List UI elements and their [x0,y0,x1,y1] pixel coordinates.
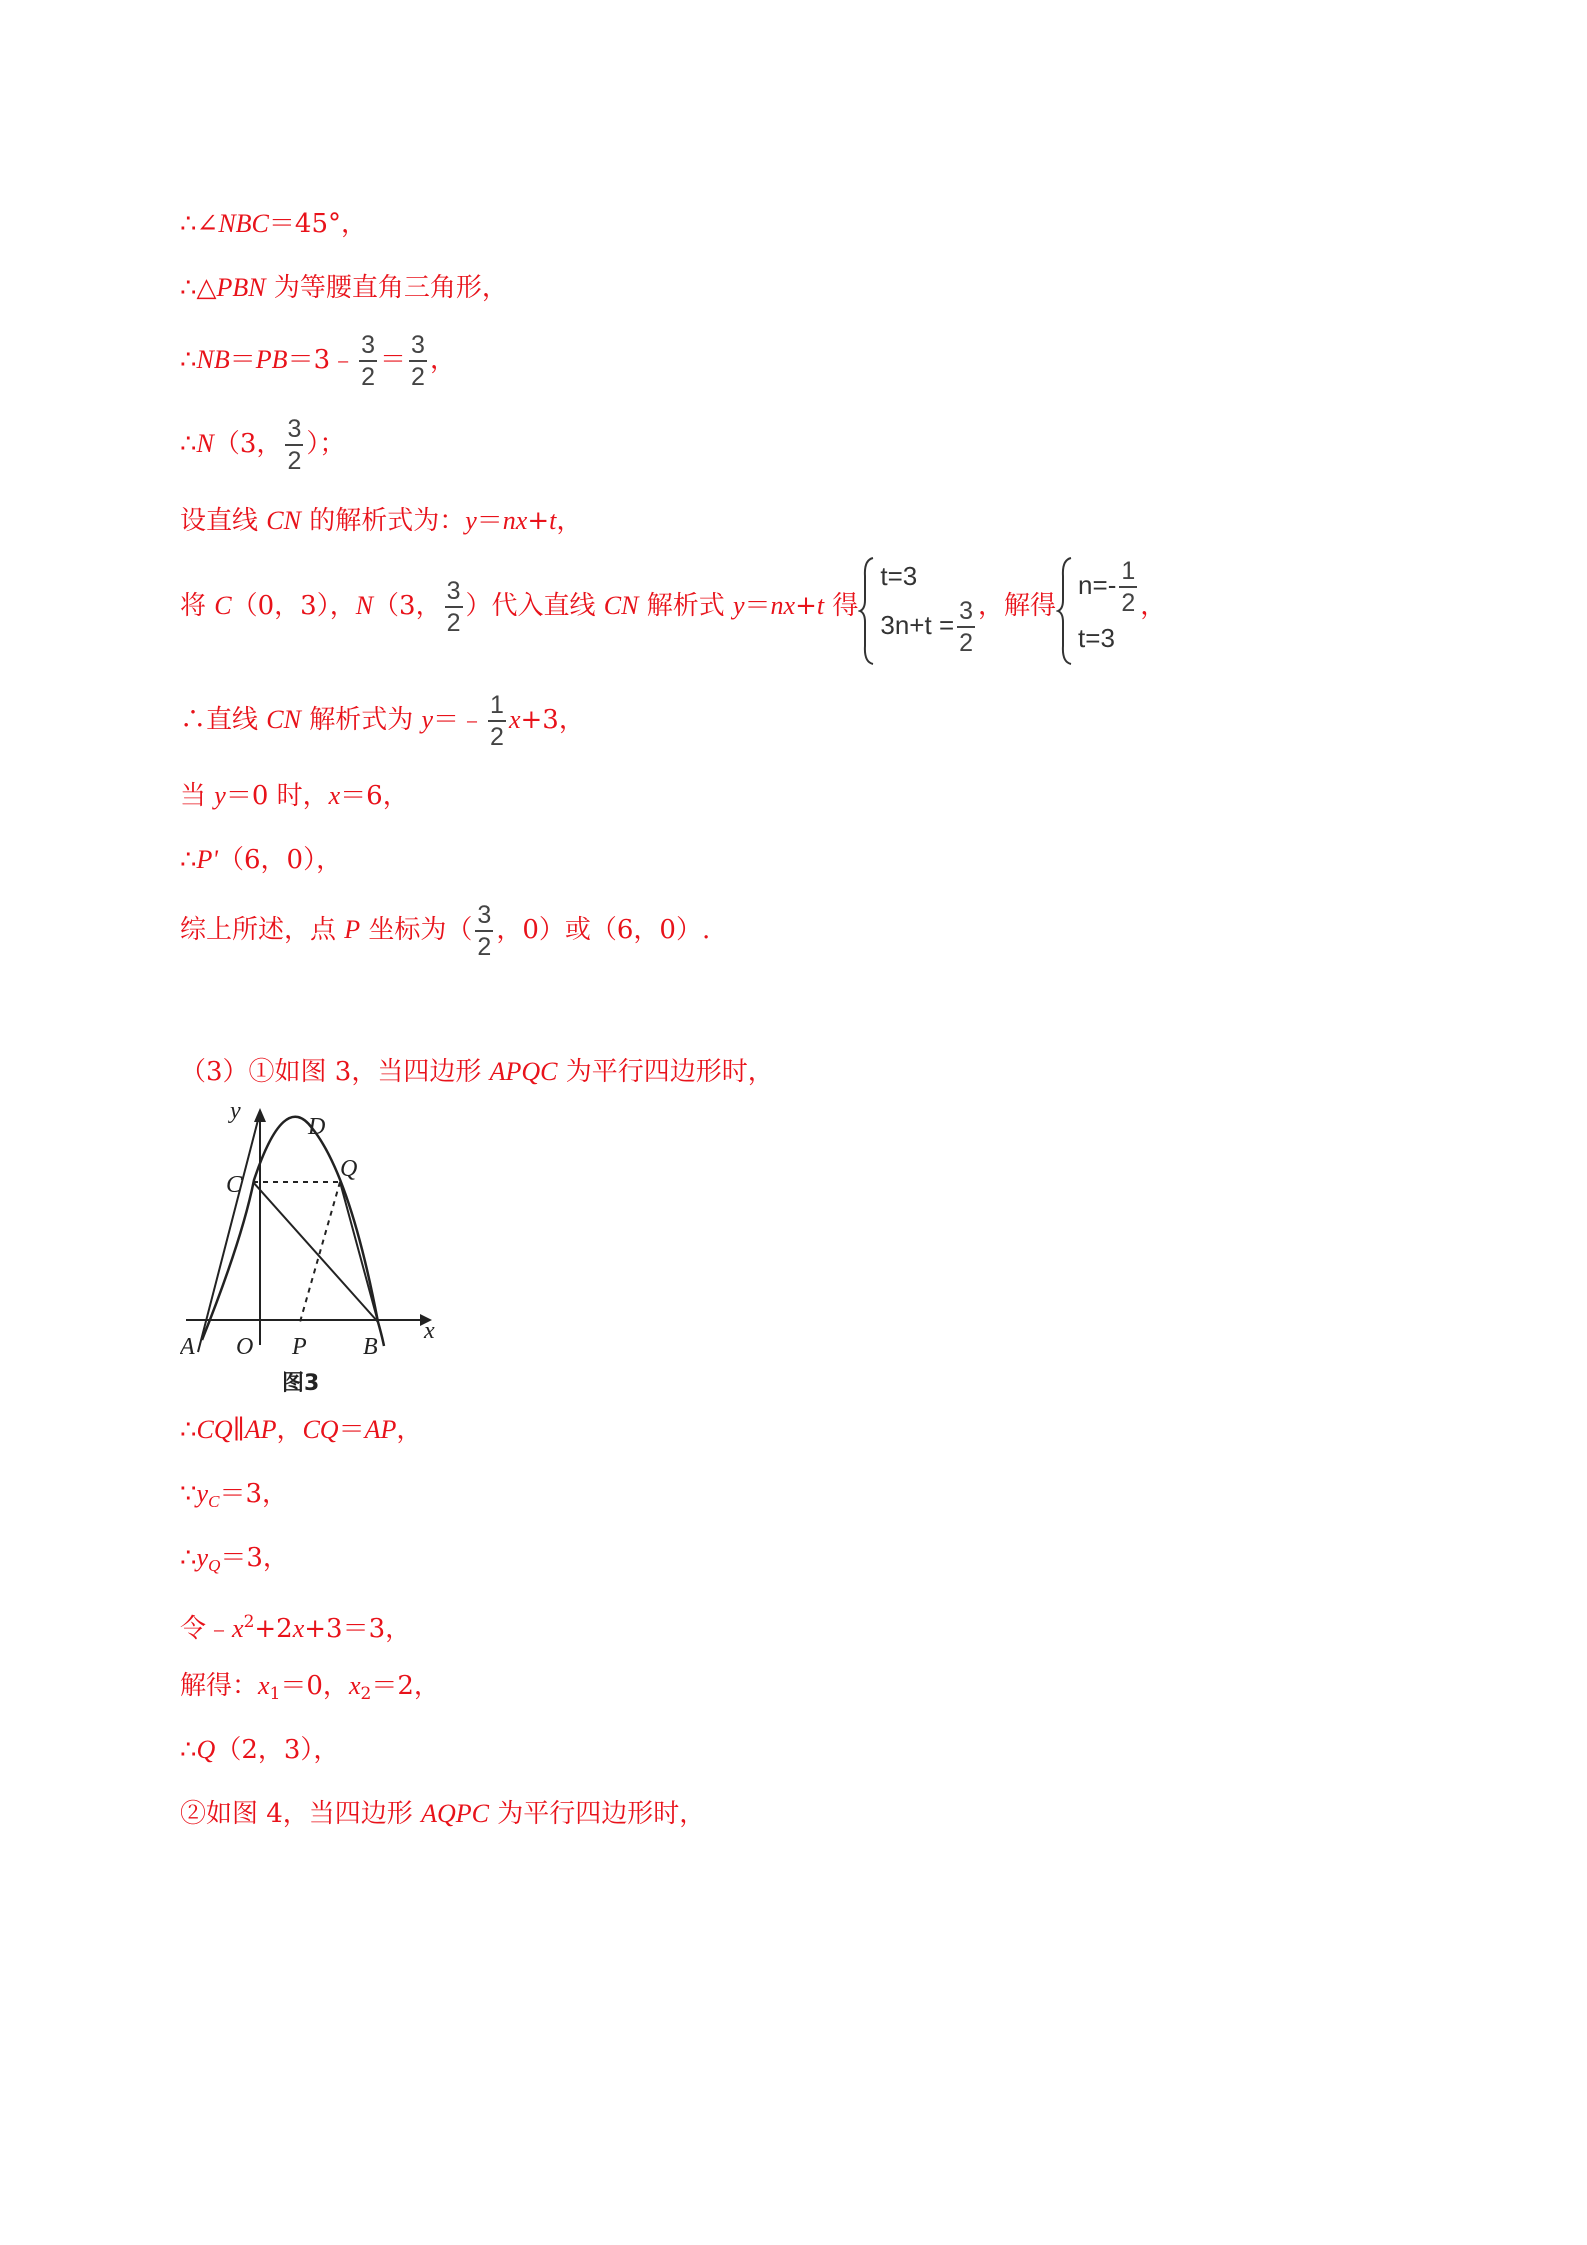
var: t [816,591,825,620]
equation-system-2 [1056,556,1140,658]
line-2 [180,272,508,304]
text: 当 [180,781,215,811]
line-14 [180,1542,289,1582]
text: +3， [520,705,585,735]
line-8 [180,780,409,812]
text: ∥ [232,1415,245,1445]
line-18 [180,1798,705,1830]
superscript: 2 [243,1612,255,1632]
line-4 [180,414,345,476]
text: ∴ [180,845,197,875]
line-name: CN [603,591,639,620]
point: N [355,591,374,620]
text: ， [396,1415,423,1445]
text: ，0）或（6，0）. [496,915,711,945]
var: nx [770,591,796,620]
brace-icon [858,556,876,666]
text: 综上所述，点 [180,915,345,945]
text: 得 [824,591,859,621]
subscript: 2 [360,1684,372,1704]
fraction [488,690,506,752]
label-c: C [226,1172,243,1198]
text: ）； [306,429,346,459]
text: ＝2， [371,1671,440,1701]
var: t [549,506,557,535]
text: ＝3﹣ [287,345,357,375]
segment: PB [255,345,288,374]
line-9 [180,844,342,876]
segment: CQ [302,1415,339,1444]
text: ∴ [180,429,197,459]
var: x [292,1614,305,1643]
fraction [445,576,463,638]
fraction-num: 3 [475,900,493,932]
text: ＝ [476,506,503,536]
fraction [409,330,427,392]
point: C [214,591,232,620]
text: 为平行四边形时， [488,1799,706,1829]
text: （3）①如图 3，当四边形 [180,1057,490,1087]
fraction-den: 2 [287,447,302,475]
segment: NB [196,345,230,374]
fraction-den: 2 [959,629,974,657]
var: y [214,781,226,810]
line-6 [180,556,1166,658]
line-12 [180,1414,422,1446]
label-d: D [308,1114,326,1140]
text: ， [276,1415,303,1445]
fraction-den: 2 [477,933,492,961]
text: ∴直线 [180,705,267,735]
fraction-num: 3 [285,414,303,446]
var: x [258,1671,270,1700]
text: ＝ [338,1415,365,1445]
label-b: B [363,1334,378,1360]
fraction [359,330,377,392]
var: y [196,1543,209,1572]
var: x [508,705,521,734]
equation-system-1 [858,556,978,658]
fraction-den: 2 [1121,589,1136,617]
system-row: t=3 [880,561,918,591]
var: x [328,781,341,810]
label-o: O [236,1334,254,1360]
subscript: C [208,1492,220,1511]
text: ＝﹣ [433,705,486,735]
point: P [344,915,361,944]
text: +2 [254,1614,293,1644]
fraction [475,900,493,962]
text: ②如图 4，当四边形 [180,1799,422,1829]
subscript: Q [208,1556,221,1575]
line-name: CN [266,705,301,734]
figure-caption: 图3 [282,1371,320,1396]
text: 为等腰直角三角形， [265,273,508,303]
fraction-den: 2 [361,363,376,391]
system-row: t=3 [1078,623,1115,653]
text: 设直线 [180,506,267,536]
line-15 [180,1606,411,1645]
text: ，解得 [978,591,1057,621]
label-q: Q [340,1156,358,1182]
segment: CQ [196,1415,233,1444]
fraction [285,414,303,476]
var: x [348,1671,361,1700]
var: y [421,705,434,734]
text: ∴ [180,1543,197,1573]
text: ＝0， [280,1671,349,1701]
text: ， [1140,591,1167,621]
segment: AP [244,1415,277,1444]
fraction [957,596,975,658]
line-5 [180,505,582,537]
fraction [1119,556,1137,618]
text: + [795,591,817,621]
text: ）代入直线 [465,591,604,621]
text: ∵ [180,1479,197,1509]
line-1 [180,208,367,240]
text: ＝ [744,591,771,621]
text: 3n+t = [880,609,955,640]
text: n=- [1078,569,1117,600]
quad-name: AQPC [421,1799,489,1828]
figure-3 [180,1100,440,1404]
fraction-num: 1 [488,690,506,722]
segment: AP [364,1415,397,1444]
fraction-den: 2 [446,609,461,637]
text: ， [429,345,456,375]
text: ∴ [180,1415,197,1445]
line-3 [180,330,456,392]
text: + [527,506,550,536]
fraction-num: 1 [1119,556,1137,588]
fraction-den: 2 [411,363,425,391]
fraction-num: 3 [359,330,377,362]
label-p: P [292,1334,307,1360]
text: +3＝3， [304,1614,412,1644]
point: N [196,429,214,458]
line-13 [180,1478,288,1518]
line-qp [300,1182,340,1322]
line-10 [180,900,710,962]
brace-icon [1056,556,1074,666]
line-name: CN [266,506,301,535]
text: （0，3）， [231,591,356,621]
label-y: y [230,1100,241,1124]
text: 令﹣ [180,1614,233,1644]
text: ＝ [380,345,407,375]
text: ， [556,506,583,536]
text: （3， [213,429,283,459]
var: y [465,506,477,535]
text: ＝3， [219,1479,288,1509]
text: 解析式 [638,591,733,621]
text: （6，0）， [218,845,343,875]
text: 为平行四边形时， [557,1057,774,1087]
fraction-num: 3 [409,330,427,362]
var: y [732,591,745,620]
quad-name: APQC [489,1057,558,1086]
system-row [1078,556,1140,618]
label-x: x [424,1318,435,1344]
text: 坐标为（ [360,915,473,945]
system-row [880,596,978,658]
text: 解析式为 [300,705,422,735]
text: 的解析式为： [300,506,466,536]
triangle-name: PBN [216,273,266,302]
point: Q [196,1735,216,1764]
point: P' [196,845,218,874]
text: ＝ [229,345,256,375]
text: ∴ [180,1735,197,1765]
angle-name: NBC [218,209,269,238]
line-17 [180,1734,339,1766]
line-7 [180,690,585,752]
fraction-num: 3 [957,596,975,628]
subscript: 1 [269,1684,281,1704]
y-axis-arrow [254,1108,266,1122]
figure-3-graph [180,1100,440,1400]
text: ＝6， [340,781,409,811]
text: ∴△ [180,273,217,303]
text: ∴ [180,345,197,375]
text: ＝0 时， [225,781,329,811]
line-11 [180,1056,774,1088]
fraction-den: 2 [490,723,504,751]
fraction-num: 3 [445,576,463,608]
line-ac [198,1120,258,1352]
var: nx [502,506,528,535]
text: （3， [373,591,442,621]
text: ＝45°， [268,209,367,239]
text: 解得： [180,1671,259,1701]
text: （2，3）， [215,1735,340,1765]
text: ∴∠ [180,209,219,239]
var: x [232,1614,244,1643]
line-16 [180,1670,440,1710]
text: 将 [180,591,215,621]
text: ＝3， [220,1543,289,1573]
var: y [196,1479,209,1508]
label-a: A [180,1334,195,1360]
